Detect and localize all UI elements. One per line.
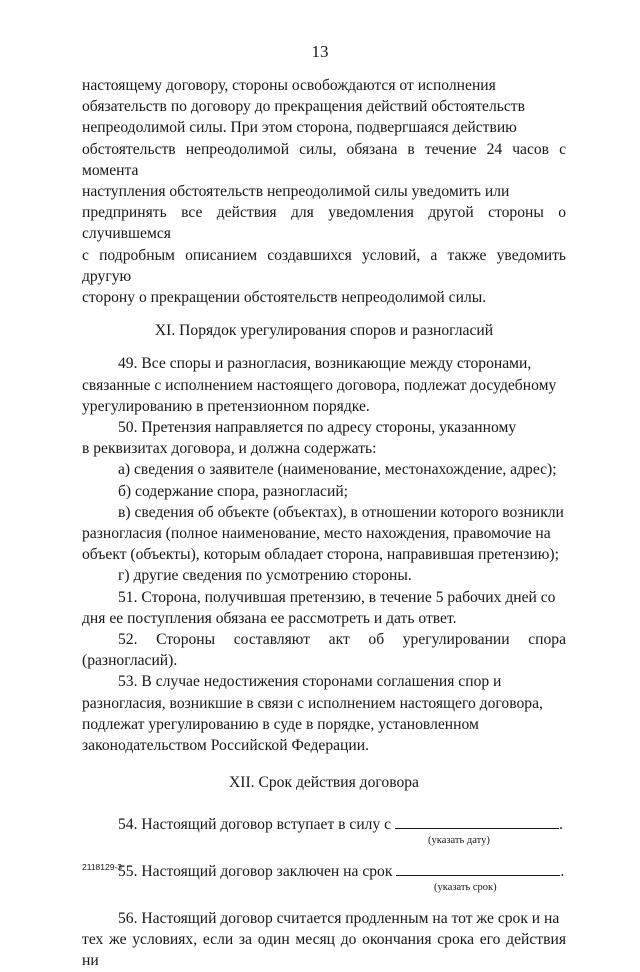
clause-50	[82, 417, 566, 459]
text-line: в) сведения об объекте (объектах), в отношении которого возникли	[118, 503, 564, 521]
text-line: сторону о прекращении обстоятельств непреодолимой силы.	[82, 289, 487, 307]
text-line: разногласия (полное наименование, место нахождения, правомочие на	[82, 525, 551, 543]
section-12-heading: XII. Срок действия договора	[229, 774, 419, 792]
clause-55: 55. Настоящий договор заключен на срок .	[118, 862, 565, 880]
text-line: 51. Сторона, получившая претензию, в течение 5 рабочих дней со	[118, 588, 556, 606]
clause-54-text: 54. Настоящий договор вступает в силу с	[118, 815, 392, 833]
clause-50-item-b: б) содержание спора, разногласий;	[118, 482, 348, 500]
text-line: объект (объекты), которым обладает сторона, направившая претензию);	[82, 546, 559, 564]
clause-54: 54. Настоящий договор вступает в силу с .	[118, 815, 563, 833]
text-line: предпринять все действия для уведомления другой стороны о случившемся	[82, 204, 566, 243]
text-line: 56. Настоящий договор считается продленным на тот же срок и на	[118, 909, 560, 927]
document-body	[82, 75, 566, 972]
date-hint: (указать дату)	[428, 834, 490, 846]
text-line: с подробным описанием создавшихся условий, а также уведомить другую	[82, 246, 566, 285]
text-line: наступления обстоятельств непреодолимой силы уведомить или	[82, 183, 510, 201]
clause-50-item-a: а) сведения о заявителе (наименование, местонахождение, адрес);	[118, 461, 557, 479]
text-line: урегулированию в претензионном порядке.	[82, 397, 370, 415]
clause-55-text: 55. Настоящий договор заключен на срок	[118, 862, 393, 880]
clause-50-item-g: г) другие сведения по усмотрению стороны.	[118, 567, 412, 585]
clause-51	[82, 587, 566, 629]
text-line: обязательств по договору до прекращения действий обстоятельств	[82, 98, 525, 116]
intro-paragraph	[82, 75, 566, 308]
text-line: 53. В случае недостижения сторонами соглашения спор и	[118, 673, 502, 691]
text-line: связанные с исполнением настоящего договора, подлежат досудебному	[82, 376, 557, 394]
term-blank-field	[396, 863, 560, 876]
text-line: обстоятельств непреодолимой силы, обязана в течение 24 часов с момента	[82, 140, 566, 179]
page-number: 13	[311, 42, 329, 61]
section-11-heading: XI. Порядок урегулирования споров и разногласий	[154, 322, 494, 340]
text-line: 49. Все споры и разногласия, возникающие между сторонами,	[118, 355, 532, 373]
text-line: разногласия, возникшие в связи с исполнением настоящего договора,	[82, 694, 543, 712]
date-blank-field	[395, 816, 559, 829]
text-line: непреодолимой силы. При этом сторона, подвергшаяся действию	[82, 119, 517, 137]
text-line: подлежат урегулированию в суде в порядке, установленном	[82, 715, 479, 733]
text-line: в реквизитах договора, и должна содержать:	[82, 440, 377, 458]
clause-56	[82, 908, 566, 972]
clause-49	[82, 353, 566, 417]
clause-53	[82, 671, 566, 756]
footer-code: 2118129-3	[82, 862, 123, 872]
text-line: дня ее поступления обязана ее рассмотреть и дать ответ.	[82, 609, 457, 627]
text-line: 50. Претензия направляется по адресу стороны, указанному	[118, 419, 517, 437]
text-line: тех же условиях, если за один месяц до окончания срока его действия ни	[82, 931, 566, 970]
term-hint: (указать срок)	[434, 881, 497, 893]
clause-52: 52. Стороны составляют акт об урегулировании спора (разногласий).	[82, 631, 566, 670]
text-line: законодательством Российской Федерации.	[82, 737, 369, 755]
clause-50-item-v	[82, 502, 566, 566]
text-line: настоящему договору, стороны освобождаются от исполнения	[82, 77, 496, 94]
